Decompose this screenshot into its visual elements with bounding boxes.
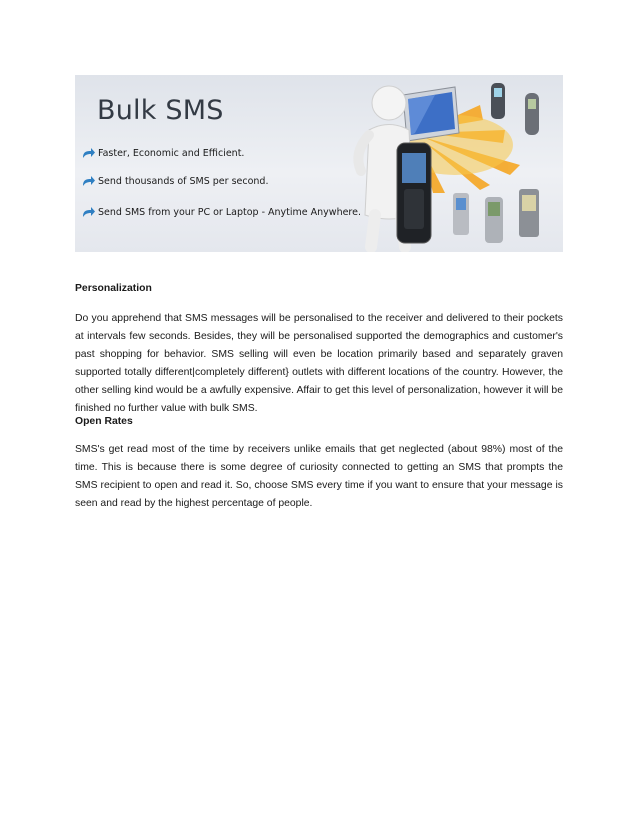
banner-feature-text: Faster, Economic and Efficient. (98, 147, 245, 159)
banner-feature-text: Send thousands of SMS per second. (98, 175, 269, 187)
section-heading: Open Rates (75, 416, 133, 427)
section-personalization (75, 280, 563, 418)
banner-feature-item (81, 145, 244, 161)
section-open-rates (75, 413, 563, 513)
smartphone-icon (397, 143, 431, 243)
section-heading: Personalization (75, 283, 152, 294)
banner-feature-text: Send SMS from your PC or Laptop - Anytime Anywhere. (98, 206, 361, 218)
banner-feature-item (81, 173, 268, 189)
monitor-icon (403, 87, 459, 141)
banner-title: Bulk SMS (97, 95, 224, 126)
bulk-sms-banner (75, 75, 563, 252)
phones-illustration (305, 75, 563, 252)
curved-arrow-icon (81, 175, 95, 187)
section-body: SMS's get read most of the time by receivers unlike emails that get neglected (about 98%) most of the time. This is because there is some degree of curiosity connected to getting an SMS that prompts the SMS recipient to open and read it. So, choose SMS every time if you want to ensure that your message is seen and read by the highest percentage of people. (75, 444, 563, 509)
curved-arrow-icon (81, 206, 95, 218)
curved-arrow-icon (81, 147, 95, 159)
section-body: Do you apprehend that SMS messages will be personalised to the receiver and delivered to their pockets at intervals few seconds. Besides, they will be personalised supported the demographics and customer's past shopping for behavior. SMS selling will even be location primarily based and separately graven supported totally different|completely different} outlets with different locations of the country. However, the other selling kind would be a awfully expensive. Affair to get this level of personalization, however it will be finished no further value with bulk SMS. (75, 313, 563, 414)
